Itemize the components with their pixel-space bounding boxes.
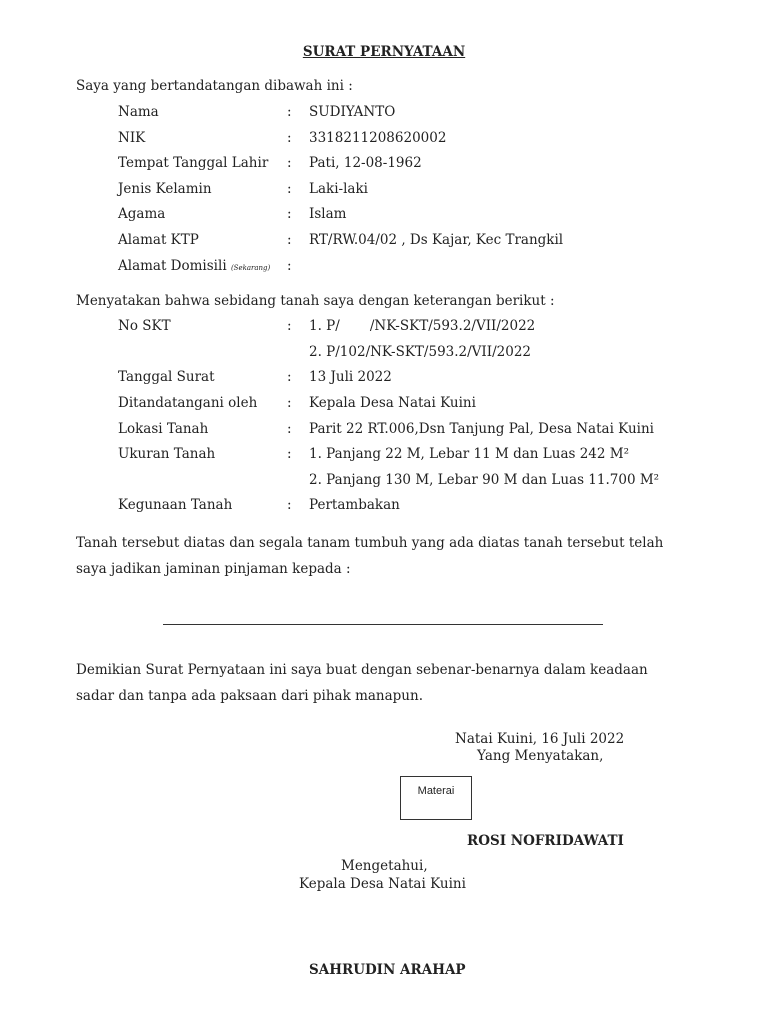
value-ttl: Pati, 12-08-1962 [309,155,422,171]
paragraph-jaminan-line-1: Tanah tersebut diatas dan segala tanam tumbuh yang ada diatas tanah tersebut telah [76,535,664,551]
value-nik: 3318211208620002 [309,130,447,146]
value-ditandatangani: Kepala Desa Natai Kuini [309,395,476,411]
label-nik: NIK [118,130,146,146]
label-no-skt: No SKT [118,318,171,334]
yang-menyatakan: Yang Menyatakan, [477,748,604,764]
value-tanggal-surat: 13 Juli 2022 [309,369,392,385]
label-lokasi-tanah: Lokasi Tanah [118,421,209,437]
label-alamat-domisili-text: Alamat Domisili [118,258,227,274]
value-skt-2: 2. P/102/NK-SKT/593.2/VII/2022 [309,344,531,360]
value-kegunaan-tanah: Pertambakan [309,497,400,513]
label-agama: Agama [118,206,166,222]
colon: : [287,497,292,513]
label-nama: Nama [118,104,159,120]
paragraph-closing-line-2: sadar dan tanpa ada paksaan dari pihak manapun. [76,688,423,704]
label-kegunaan-tanah: Kegunaan Tanah [118,497,233,513]
colon: : [287,369,292,385]
mengetahui-text: Mengetahui, [341,858,428,874]
colon: : [287,258,292,274]
value-jenis-kelamin: Laki-laki [309,181,368,197]
label-ttl: Tempat Tanggal Lahir [118,155,269,171]
materai-stamp-box [400,776,472,820]
label-alamat-ktp: Alamat KTP [118,232,199,248]
colon: : [287,318,292,334]
label-ditandatangani: Ditandatangani oleh [118,395,258,411]
value-ukuran-1: 1. Panjang 22 M, Lebar 11 M dan Luas 242 M² [309,446,629,462]
label-alamat-domisili [118,258,270,274]
signer-name: ROSI NOFRIDAWATI [467,833,624,849]
fill-in-line [163,624,603,625]
value-agama: Islam [309,206,347,222]
value-alamat-ktp: RT/RW.04/02 , Ds Kajar, Kec Trangkil [309,232,564,248]
colon: : [287,446,292,462]
colon: : [287,181,292,197]
value-nama: SUDIYANTO [309,104,396,120]
intro-text: Saya yang bertandatangan dibawah ini : [76,78,353,94]
document-title: SURAT PERNYATAAN [302,44,466,60]
value-lokasi-tanah: Parit 22 RT.006,Dsn Tanjung Pal, Desa Natai Kuini [309,421,654,437]
colon: : [287,206,292,222]
colon: : [287,395,292,411]
materai-label: Materai [417,785,455,797]
colon: : [287,130,292,146]
colon: : [287,421,292,437]
label-tanggal-surat: Tanggal Surat [118,369,215,385]
label-note: (Sekarang) [230,264,271,272]
colon: : [287,232,292,248]
paragraph-jaminan-line-2: saya jadikan jaminan pinjaman kepada : [76,561,351,577]
label-jenis-kelamin: Jenis Kelamin [118,181,212,197]
label-ukuran-tanah: Ukuran Tanah [118,446,216,462]
colon: : [287,155,292,171]
kepala-desa-title: Kepala Desa Natai Kuini [299,876,466,892]
colon: : [287,104,292,120]
paragraph-closing-line-1: Demikian Surat Pernyataan ini saya buat dengan sebenar-benarnya dalam keadaan [76,662,648,678]
kepala-desa-name: SAHRUDIN ARAHAP [309,962,466,978]
value-skt-1: 1. P/ /NK-SKT/593.2/VII/2022 [309,318,536,334]
place-date: Natai Kuini, 16 Juli 2022 [455,731,625,747]
land-intro-text: Menyatakan bahwa sebidang tanah saya dengan keterangan berikut : [76,293,555,309]
value-ukuran-2: 2. Panjang 130 M, Lebar 90 M dan Luas 11.700 M² [309,472,660,488]
